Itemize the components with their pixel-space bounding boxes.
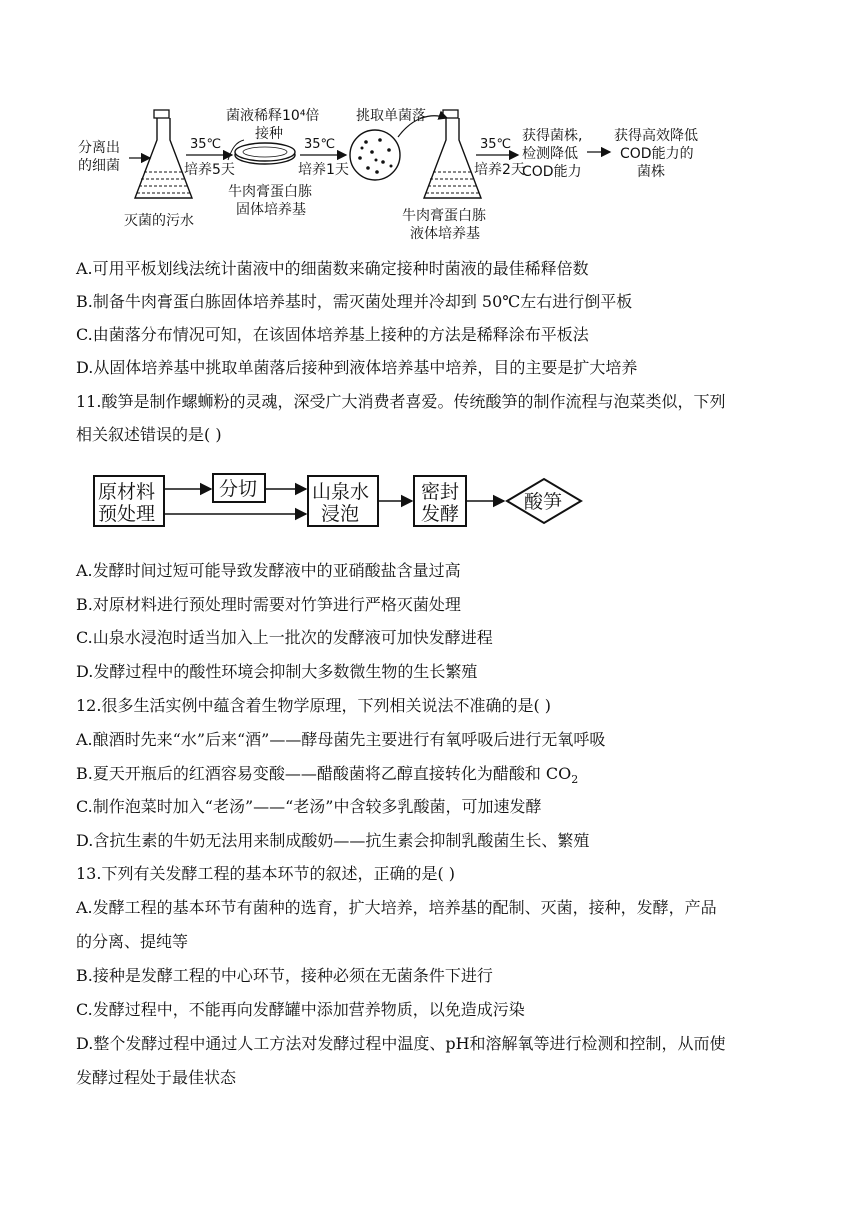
q13-option-d-line2: 发酵过程处于最佳状态	[76, 1068, 237, 1087]
q13-stem: 13.下列有关发酵工程的基本环节的叙述，正确的是( )	[76, 864, 456, 883]
q11-option-a: A.发酵时间过短可能导致发酵液中的亚硝酸盐含量过高	[76, 561, 461, 580]
q13-option-a-line2: 的分离、提纯等	[76, 932, 189, 951]
solid-medium-label-1: 牛肉膏蛋白胨	[228, 184, 312, 200]
result2-label-2: COD能力的	[620, 146, 694, 162]
step2-temp: 35℃	[304, 137, 336, 152]
q12-option-c: C.制作泡菜时加入“老汤”——“老汤”中含较多乳酸菌，可加速发酵	[76, 797, 542, 816]
q11-option-d: D.发酵过程中的酸性环境会抑制大多数微生物的生长繁殖	[76, 662, 478, 681]
isolated-bacteria-label-1: 分离出	[78, 140, 120, 156]
sterile-water-label: 灭菌的污水	[124, 213, 194, 229]
dilution-label-2: 接种	[255, 126, 283, 142]
step1-time: 培养5天	[184, 162, 235, 178]
q12-option-b-row	[76, 764, 578, 790]
dilution-label-1: 菌液稀释10⁴倍	[226, 108, 320, 124]
co2-subscript: 2	[571, 773, 579, 787]
result1-label-1: 获得菌株,	[522, 128, 583, 144]
q10-option-c: C.由菌落分布情况可知，在该固体培养基上接种的方法是稀释涂布平板法	[76, 325, 589, 344]
q10-option-b: B.制备牛肉膏蛋白胨固体培养基时，需灭菌处理并冷却到 50℃左右进行倒平板	[76, 292, 633, 311]
q13-option-c: C.发酵过程中，不能再向发酵罐中添加营养物质，以免造成污染	[76, 1000, 525, 1019]
step3-temp: 35℃	[480, 137, 512, 152]
flow-final-label: 酸笋	[524, 491, 563, 513]
q12-option-d: D.含抗生素的牛奶无法用来制成酸奶——抗生素会抑制乳酸菌生长、繁殖	[76, 831, 590, 850]
flow-box1-line2: 预处理	[98, 503, 156, 525]
flow-box4-line2: 发酵	[421, 503, 460, 525]
q10-option-a: A.可用平板划线法统计菌液中的细菌数来确定接种时菌液的最佳稀释倍数	[76, 259, 589, 278]
q13-option-a-line1: A.发酵工程的基本环节有菌种的选育，扩大培养，培养基的配制、灭菌，接种，发酵，产品	[76, 898, 717, 917]
liquid-medium-label-1: 牛肉膏蛋白胨	[402, 208, 486, 224]
q10-option-d: D.从固体培养基中挑取单菌落后接种到液体培养基中培养，目的主要是扩大培养	[76, 358, 638, 377]
flow-box2-label: 分切	[219, 478, 258, 500]
flow-box1-line1: 原材料	[98, 481, 156, 503]
q12-stem: 12.很多生活实例中蕴含着生物学原理，下列相关说法不准确的是( )	[76, 696, 552, 715]
result1-label-2: 检测降低	[522, 146, 578, 162]
result2-label-1: 获得高效降低	[614, 128, 698, 144]
solid-medium-label-2: 固体培养基	[236, 202, 306, 218]
q11-stem-line1: 11.酸笋是制作螺蛳粉的灵魂，深受广大消费者喜爱。传统酸笋的制作流程与泡菜类似，下列	[76, 392, 726, 411]
q13-option-d-line1: D.整个发酵过程中通过人工方法对发酵过程中温度、pH和溶解氧等进行检测和控制，从而使	[76, 1034, 726, 1053]
result1-label-3: COD能力	[522, 164, 582, 180]
result2-label-3: 菌株	[637, 164, 665, 180]
pick-colony-label: 挑取单菌落	[356, 108, 426, 124]
step1-temp: 35℃	[190, 137, 222, 152]
step3-time: 培养2天	[474, 162, 525, 178]
flow-box3-line1: 山泉水	[312, 481, 370, 503]
q11-option-b: B.对原材料进行预处理时需要对竹笋进行严格灭菌处理	[76, 595, 461, 614]
sour-bamboo-flowchart	[0, 0, 860, 540]
liquid-medium-label-2: 液体培养基	[410, 226, 480, 242]
step2-time: 培养1天	[298, 162, 349, 178]
q12-option-b: B.夏天开瓶后的红酒容易变酸——醋酸菌将乙醇直接转化为醋酸和 CO	[76, 764, 572, 783]
q13-option-b: B.接种是发酵工程的中心环节，接种必须在无菌条件下进行	[76, 966, 493, 985]
flow-box4-line1: 密封	[421, 481, 460, 503]
q11-option-c: C.山泉水浸泡时适当加入上一批次的发酵液可加快发酵进程	[76, 628, 493, 647]
q11-stem-line2: 相关叙述错误的是( )	[76, 425, 222, 444]
flow-box3-line2: 浸泡	[321, 503, 360, 525]
isolated-bacteria-label-2: 的细菌	[78, 158, 120, 174]
q12-option-a: A.酿酒时先来“水”后来“酒”——酵母菌先主要进行有氧呼吸后进行无氧呼吸	[76, 730, 606, 749]
